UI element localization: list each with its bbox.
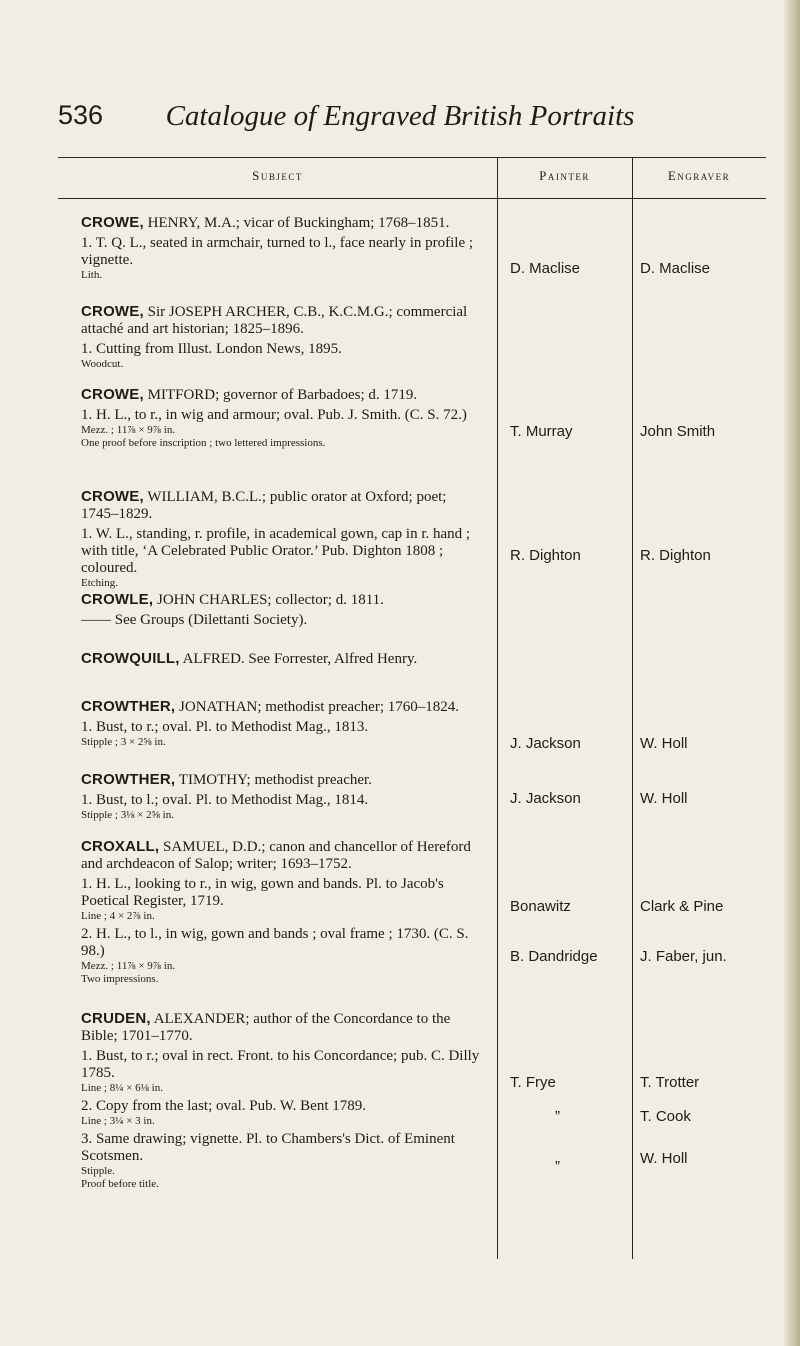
- engraver-cell: J. Faber, jun.: [640, 948, 727, 965]
- entry-name: CROWE,: [81, 386, 144, 403]
- entry-item: 3. Same drawing; vignette. Pl. to Chambers's Dict. of Eminent Scotsmen.: [81, 1131, 455, 1164]
- item-note: Etching.: [81, 577, 118, 589]
- entry-name: CROWQUILL,: [81, 650, 180, 667]
- engraver-cell: D. Maclise: [640, 260, 711, 277]
- table-header-rule: [58, 198, 766, 199]
- entry-item: 1. Bust, to l.; oval. Pl. to Methodist Mag., 1814.: [81, 792, 369, 808]
- page-edge-shadow: [784, 0, 800, 1346]
- item-note: Line ; 3¼ × 3 in.: [81, 1115, 155, 1127]
- entry-description: ALEXANDER; author of the Concordance to the Bible; 1701–1770.: [81, 1011, 451, 1044]
- catalogue-entry: [81, 1010, 487, 1191]
- entry-item: 1. H. L., to r., in wig and armour; oval. Pub. J. Smith. (C. S. 72.): [81, 407, 467, 423]
- entry-item: 2. Copy from the last; oval. Pub. W. Bent 1789.: [81, 1098, 366, 1114]
- entry-description: JONATHAN; methodist preacher; 1760–1824.: [179, 699, 460, 715]
- entry-name: CROWE,: [81, 303, 144, 320]
- engraver-cell: John Smith: [640, 423, 716, 440]
- item-note: Two impressions.: [81, 973, 159, 985]
- entry-item: 2. H. L., to l., in wig, gown and bands ; oval frame ; 1730. (C. S. 98.): [81, 926, 469, 959]
- entry-item: 1. T. Q. L., seated in armchair, turned to l., face nearly in profile ; vignette.: [81, 235, 474, 268]
- engraver-cell: T. Cook: [640, 1108, 691, 1125]
- engraver-cell: W. Holl: [640, 735, 688, 752]
- item-note: Stipple ; 3 × 2⅝ in.: [81, 736, 166, 748]
- item-note: Mezz. ; 11⅞ × 9⅞ in.: [81, 424, 176, 436]
- entry-name: CROXALL,: [81, 838, 160, 855]
- item-note: Line ; 8¼ × 6⅛ in.: [81, 1082, 163, 1094]
- item-note: Stipple.: [81, 1165, 115, 1177]
- column-header-painter: Painter: [539, 168, 590, 183]
- entry-name: CRUDEN,: [81, 1010, 151, 1027]
- painter-cell: J. Jackson: [510, 790, 581, 807]
- engraver-cell: W. Holl: [640, 790, 688, 807]
- painter-cell: Bonawitz: [510, 898, 571, 915]
- catalogue-entry: [81, 303, 487, 371]
- column-divider-engraver: [632, 157, 633, 1259]
- item-note: Lith.: [81, 269, 103, 281]
- entry-item: 1. H. L., looking to r., in wig, gown and bands. Pl. to Jacob's Poetical Register, 1719.: [81, 876, 444, 909]
- entry-description: ALFRED. See Forrester, Alfred Henry.: [182, 651, 418, 667]
- catalogue-entry: [81, 771, 487, 822]
- running-title: Catalogue of Engraved British Portraits: [165, 100, 635, 132]
- engraver-cell: R. Dighton: [640, 547, 711, 564]
- column-divider-painter: [497, 157, 498, 1259]
- entry-description: WILLIAM, B.C.L.; public orator at Oxford; poet; 1745–1829.: [81, 489, 447, 522]
- item-note: Mezz. ; 11⅞ × 9⅞ in.: [81, 960, 176, 972]
- engraver-cell: Clark & Pine: [640, 898, 724, 915]
- page-number: 536: [58, 100, 104, 130]
- running-header: [0, 100, 800, 140]
- item-note: Proof before title.: [81, 1178, 159, 1190]
- entry-item: 1. Cutting from Illust. London News, 1895.: [81, 341, 342, 357]
- entry-name: CROWTHER,: [81, 698, 176, 715]
- painter-cell: D. Maclise: [510, 260, 581, 277]
- catalogue-entry: [81, 214, 487, 282]
- painter-cell: J. Jackson: [510, 735, 581, 752]
- entry-description: SAMUEL, D.D.; canon and chancellor of Hereford and archdeacon of Salop; writer; 1693–1752.: [81, 839, 471, 872]
- column-header-subject: Subject: [252, 168, 303, 183]
- entry-name: CROWLE,: [81, 591, 154, 608]
- catalogue-entry: [81, 698, 487, 749]
- entry-name: CROWE,: [81, 488, 144, 505]
- entry-description: MITFORD; governor of Barbadoes; d. 1719.: [147, 387, 418, 403]
- item-note: Woodcut.: [81, 358, 124, 370]
- entry-item: 1. W. L., standing, r. profile, in academical gown, cap in r. hand ; with title, ‘A Celebrated Public Orator.’ Pub. Dighton 1808 ; coloured.: [81, 526, 471, 576]
- entry-name: CROWTHER,: [81, 771, 176, 788]
- column-header-engraver: Engraver: [667, 168, 731, 183]
- entry-name: CROWE,: [81, 214, 144, 231]
- painter-cell: ”: [555, 1108, 560, 1125]
- painter-cell: T. Frye: [510, 1074, 556, 1091]
- entry-item: 1. Bust, to r.; oval. Pl. to Methodist Mag., 1813.: [81, 719, 369, 735]
- entry-item: —— See Groups (Dilettanti Society).: [81, 612, 308, 628]
- catalogue-entry: [81, 488, 487, 590]
- entry-item: 1. Bust, to r.; oval in rect. Front. to his Concordance; pub. C. Dilly 1785.: [81, 1048, 480, 1081]
- catalogue-entry: [81, 838, 487, 986]
- item-note: Stipple ; 3⅛ × 2⅝ in.: [81, 809, 174, 821]
- entry-description: TIMOTHY; methodist preacher.: [178, 772, 372, 788]
- item-note: One proof before inscription ; two lettered impressions.: [81, 437, 326, 449]
- entry-description: HENRY, M.A.; vicar of Buckingham; 1768–1851.: [147, 215, 450, 231]
- entry-description: Sir JOSEPH ARCHER, C.B., K.C.M.G.; commercial attaché and art historian; 1825–1896.: [81, 304, 468, 337]
- catalogue-entry: [81, 386, 487, 450]
- painter-cell: B. Dandridge: [510, 948, 598, 965]
- item-note: Line ; 4 × 2⅞ in.: [81, 910, 155, 922]
- painter-cell: T. Murray: [510, 423, 573, 440]
- engraver-cell: T. Trotter: [640, 1074, 700, 1091]
- catalogue-entry: [81, 650, 487, 668]
- entry-description: JOHN CHARLES; collector; d. 1811.: [156, 592, 384, 608]
- catalogue-entry: [81, 591, 487, 629]
- painter-cell: ”: [555, 1158, 560, 1175]
- painter-cell: R. Dighton: [510, 547, 581, 564]
- table-top-rule: [58, 157, 766, 158]
- engraver-cell: W. Holl: [640, 1150, 688, 1167]
